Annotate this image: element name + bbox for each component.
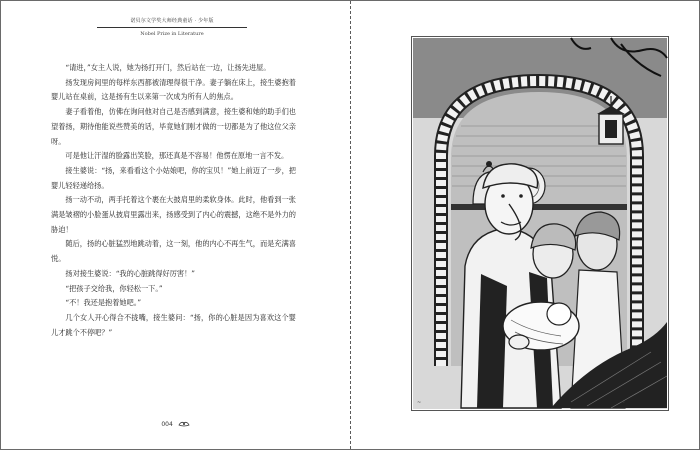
- series-title: 诺贝尔文学奖大师经典童话 · 少年版: [130, 18, 214, 24]
- paragraph: “把孩子交给我，你轻松一下。”: [65, 283, 163, 293]
- paragraph: 几个女人开心得合不拢嘴，接生婆问：“扬，你的心脏是因为喜欢这个婴儿才跳个不停吧？”: [51, 312, 296, 337]
- paragraph: 扬发现房间里的每样东西都被清理得很干净。妻子躺在床上，接生婆抱着婴儿站在桌前，这是扬有生以来第一次成为所有人的焦点。: [51, 77, 296, 102]
- ornament-icon: [178, 420, 190, 429]
- fold-line: [350, 1, 351, 449]
- svg-text:~: ~: [417, 400, 422, 406]
- paragraph: 随后，扬的心脏猛烈地跳动着，这一刻，他的内心不再生气，而是充满喜悦。: [51, 239, 296, 264]
- paragraph: 妻子看着他，仿佛在询问他对自己是否感到满意，接生婆和她的助手们也望着扬，期待他能说些赞美的话，毕竟她们刚才做的一切都是为了他这位父亲呀。: [51, 107, 296, 146]
- page-footer: [1, 420, 350, 429]
- running-head: [97, 17, 247, 38]
- paragraph: “请进，”女主人说，她为扬打开门，然后站在一边，让扬先进屋。: [65, 63, 271, 72]
- page-number: 004: [161, 421, 173, 428]
- svg-text:~: ~: [621, 400, 626, 406]
- paragraph: “不！我还是抱着她吧。”: [65, 298, 142, 308]
- series-title-en: Nobel Prize in Literature: [140, 31, 204, 37]
- header-rule: [97, 27, 247, 28]
- paragraph: 扬对接生婆说：“我的心脏跳得好厉害！”: [65, 268, 195, 278]
- paragraph: 接生婆说：“扬，来看看这个小姑娘吧，你的宝贝！”她上前迈了一步，把婴儿轻轻递给扬。: [51, 165, 296, 190]
- paragraph: 可是他让汗湿的脸露出笑脸，那还真是不容易！他愣在原地一言不发。: [65, 151, 289, 161]
- illustration: [411, 36, 669, 411]
- body-text: [51, 61, 296, 340]
- paragraph: 扬一动不动，两手托着这个裹在大披肩里的柔软身体。此时，他看到一张满是皱褶的小脸蛋从披肩里露出来，扬感受到了内心的震撼，这绝不是外力的胁迫！: [51, 195, 296, 234]
